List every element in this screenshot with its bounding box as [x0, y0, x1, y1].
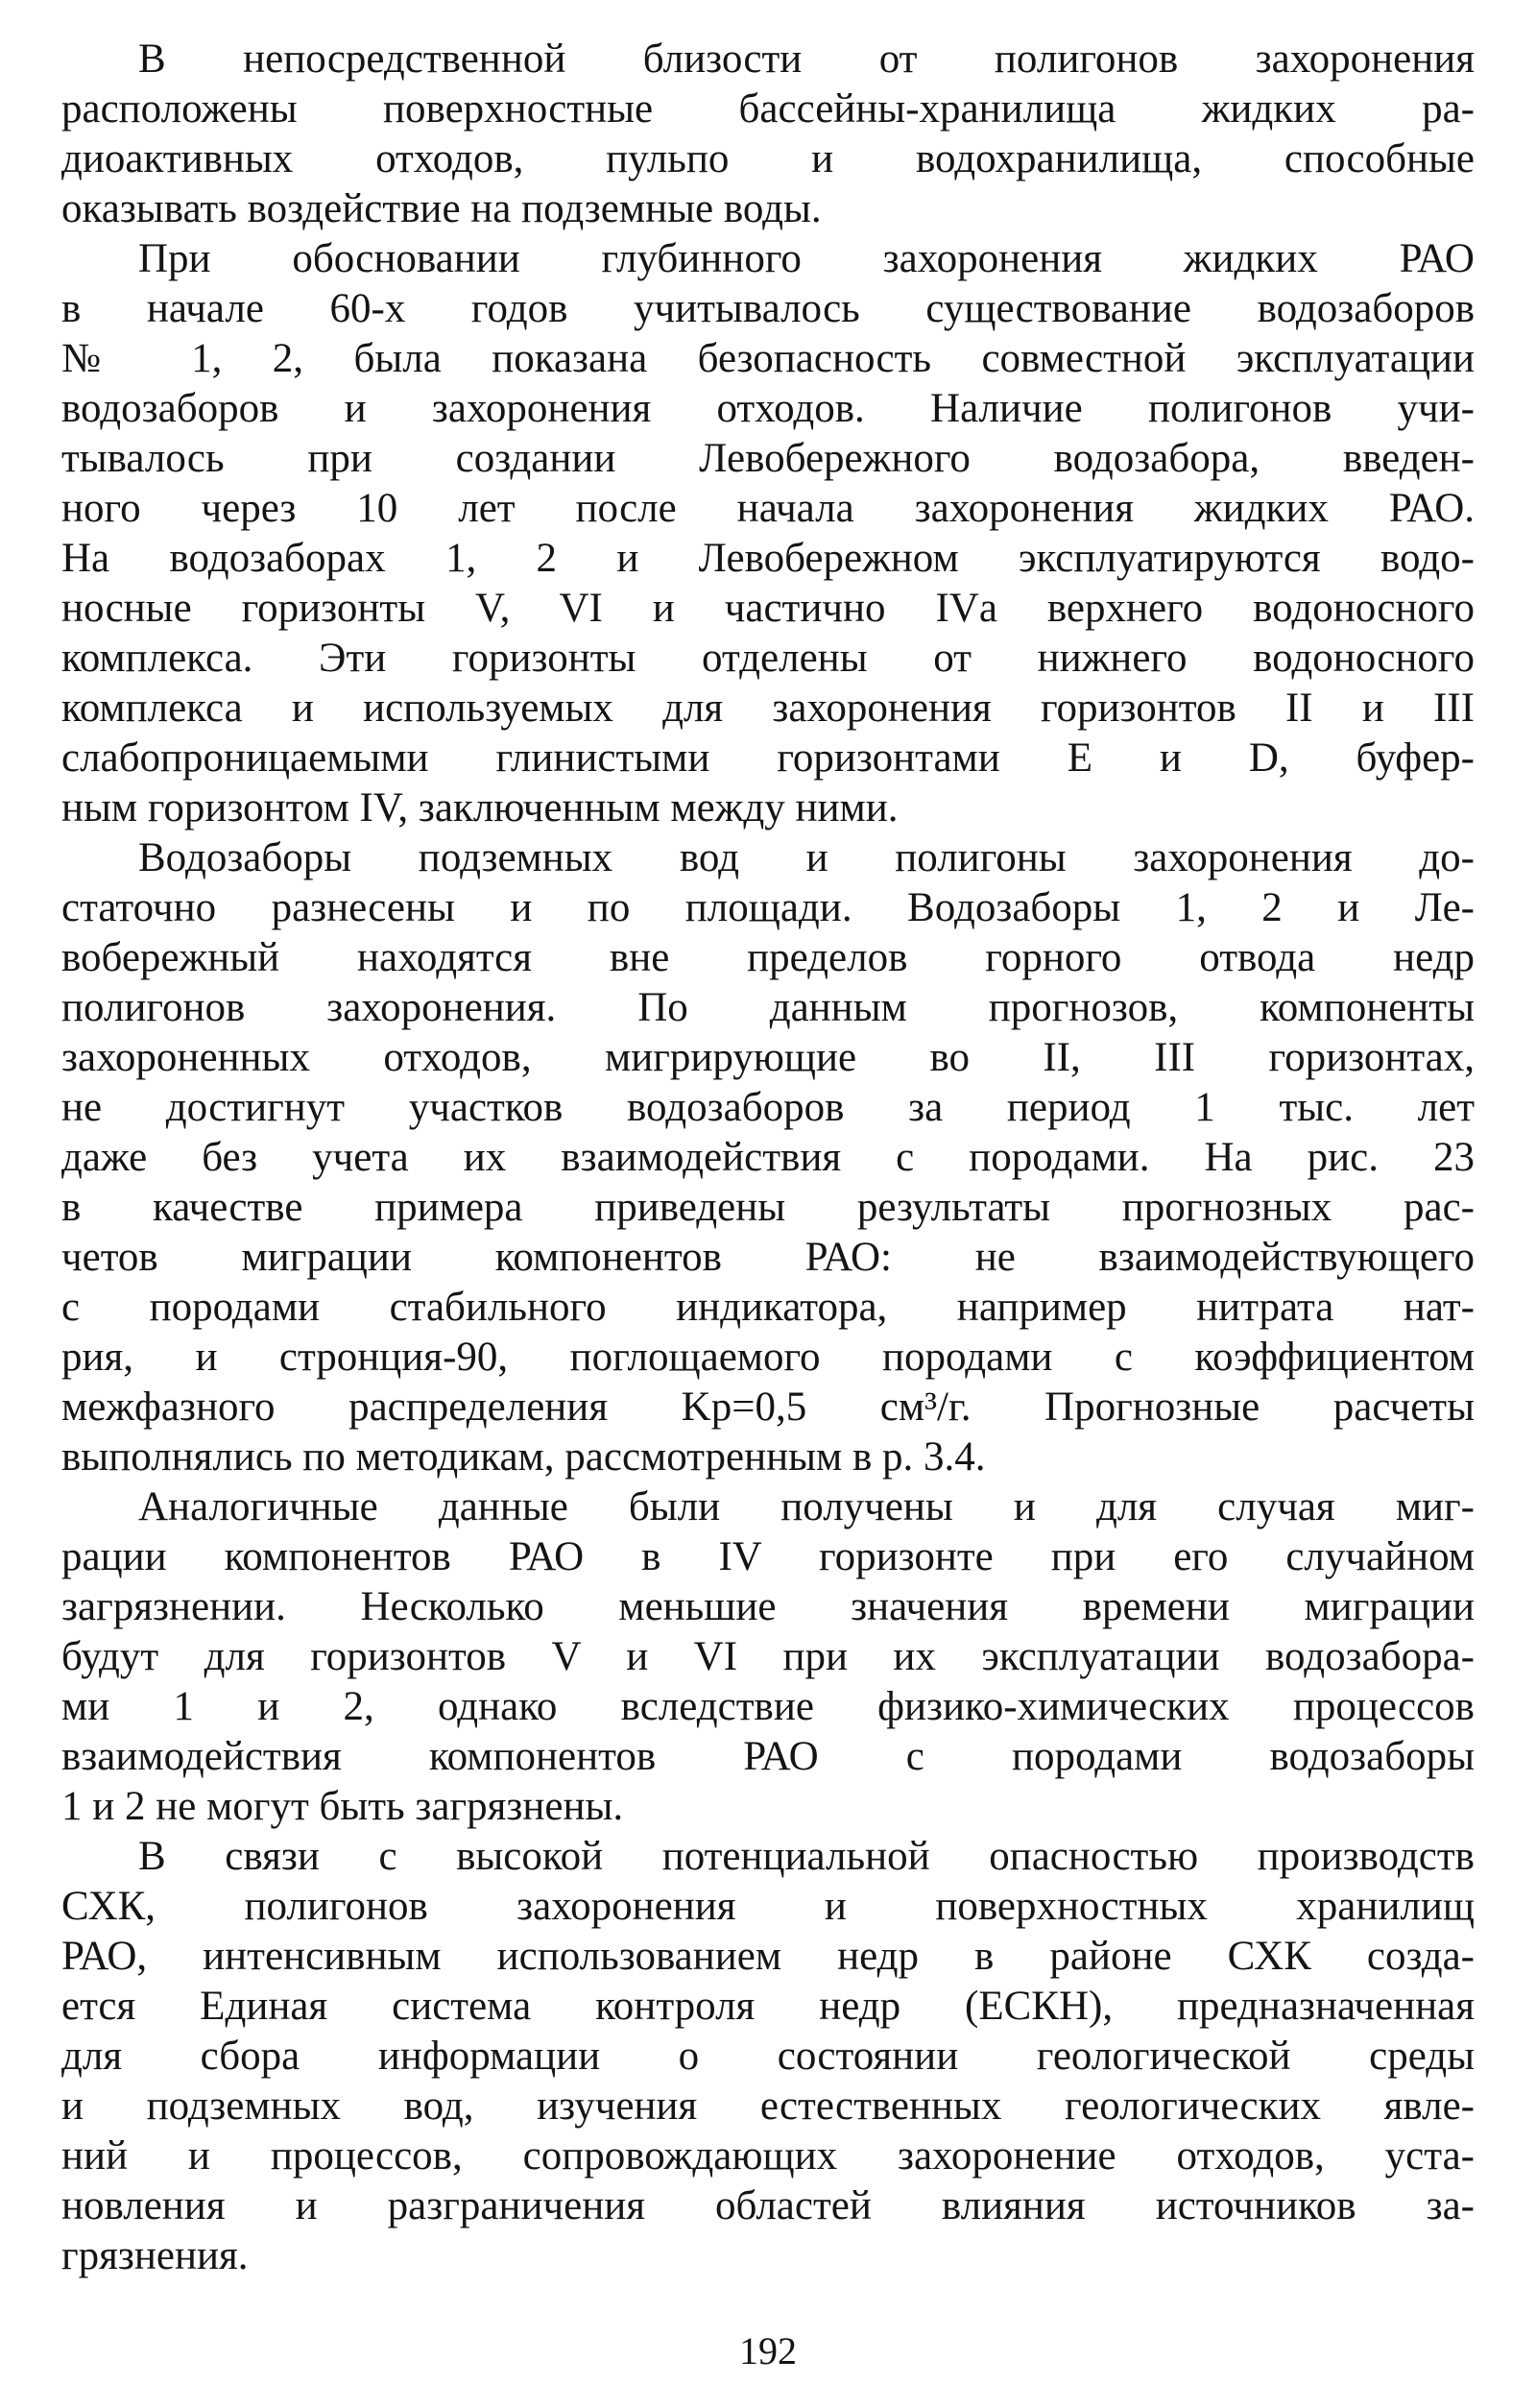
text-line: выполнялись по методикам, рассмотренным в р. 3.4. [61, 1434, 986, 1480]
text-line: даже без учета их взаимодействия с породами. На рис. 23 [61, 1135, 1475, 1180]
text-line: четов миграции компонентов РАО: не взаимодействующего [61, 1235, 1475, 1280]
text-line: оказывать воздействие на подземные воды. [61, 186, 822, 231]
text-line: грязнения. [61, 2233, 249, 2278]
text-line: в начале 60-х годов учитывалось существование водозаборов [61, 286, 1475, 331]
text-line: полигонов захоронения. По данным прогнозов, компоненты [61, 985, 1475, 1030]
text-line: При обосновании глубинного захоронения жидких РАО [138, 236, 1475, 281]
text-line: диоактивных отходов, пульпо и водохранилища, способные [61, 136, 1475, 181]
text-line: и подземных вод, изучения естественных геологических явле- [61, 2083, 1475, 2129]
text-line: не достигнут участков водозаборов за период 1 тыс. лет [61, 1085, 1475, 1130]
text-line: носные горизонты V, VI и частично IVа верхнего водоносного [61, 586, 1475, 631]
text-line: тывалось при создании Левобережного водозабора, введен- [61, 436, 1475, 481]
text-line: рия, и стронция-90, поглощаемого породами с коэффициентом [61, 1335, 1475, 1380]
text-line: Водозаборы подземных вод и полигоны захоронения до- [138, 835, 1475, 880]
text-line: На водозаборах 1, 2 и Левобережном эксплуатируются водо- [61, 536, 1475, 581]
text-line: в качестве примера приведены результаты прогнозных рас- [61, 1185, 1475, 1230]
paragraph-1 [61, 35, 1475, 234]
text-line: рации компонентов РАО в IV горизонте при его случайном [61, 1534, 1475, 1579]
paragraph-5 [61, 1832, 1475, 2281]
text-line: ми 1 и 2, однако вследствие физико-химических процессов [61, 1684, 1475, 1729]
text-line: 1 и 2 не могут быть загрязнены. [61, 1784, 624, 1829]
text-line: ным горизонтом IV, заключенным между ними. [61, 785, 899, 831]
text-line: РАО, интенсивным использованием недр в районе СХК созда- [61, 1934, 1475, 1979]
text-line: СХК, полигонов захоронения и поверхностных хранилищ [61, 1884, 1475, 1929]
text-line: комплекса и используемых для захоронения горизонтов II и III [61, 686, 1475, 731]
text-line: с породами стабильного индикатора, например нитрата нат- [61, 1285, 1475, 1330]
text-line: № 1, 2, была показана безопасность совместной эксплуатации [61, 336, 1475, 381]
text-line: статочно разнесены и по площади. Водозаборы 1, 2 и Ле- [61, 885, 1475, 930]
page-body [61, 35, 1475, 2281]
text-line: захороненных отходов, мигрирующие во II, III горизонтах, [61, 1035, 1475, 1080]
text-line: комплекса. Эти горизонты отделены от нижнего водоносного [61, 636, 1475, 681]
page-number: 192 [739, 2329, 797, 2372]
text-line: ного через 10 лет после начала захоронения жидких РАО. [61, 486, 1475, 531]
text-line: ний и процессов, сопровождающих захоронение отходов, уста- [61, 2133, 1475, 2179]
text-line: В непосредственной близости от полигонов захоронения [138, 36, 1475, 82]
text-line: водозаборов и захоронения отходов. Наличие полигонов учи- [61, 386, 1475, 431]
text-line: взаимодействия компонентов РАО с породами водозаборы [61, 1734, 1475, 1779]
text-line: загрязнении. Несколько меньшие значения времени миграции [61, 1584, 1475, 1629]
text-line: ется Единая система контроля недр (ЕСКН), предназначенная [61, 1984, 1475, 2029]
text-line: слабопроницаемыми глинистыми горизонтами E и D, буфер- [61, 735, 1475, 781]
paragraph-2 [61, 234, 1475, 833]
text-line: межфазного распределения Kp=0,5 см³/г. Прогнозные расчеты [61, 1385, 1475, 1430]
text-line: вобережный находятся вне пределов горного отвода недр [61, 935, 1475, 980]
paragraph-4 [61, 1482, 1475, 1832]
paragraph-3 [61, 833, 1475, 1482]
text-line: для сбора информации о состоянии геологической среды [61, 2034, 1475, 2079]
text-line: будут для горизонтов V и VI при их эксплуатации водозабора- [61, 1634, 1475, 1679]
text-line: Аналогичные данные были получены и для случая миг- [138, 1484, 1475, 1529]
text-line: новления и разграничения областей влияния источников за- [61, 2183, 1475, 2228]
text-line: В связи с высокой потенциальной опасностью производств [138, 1834, 1475, 1879]
text-line: расположены поверхностные бассейны-хранилища жидких ра- [61, 86, 1475, 132]
